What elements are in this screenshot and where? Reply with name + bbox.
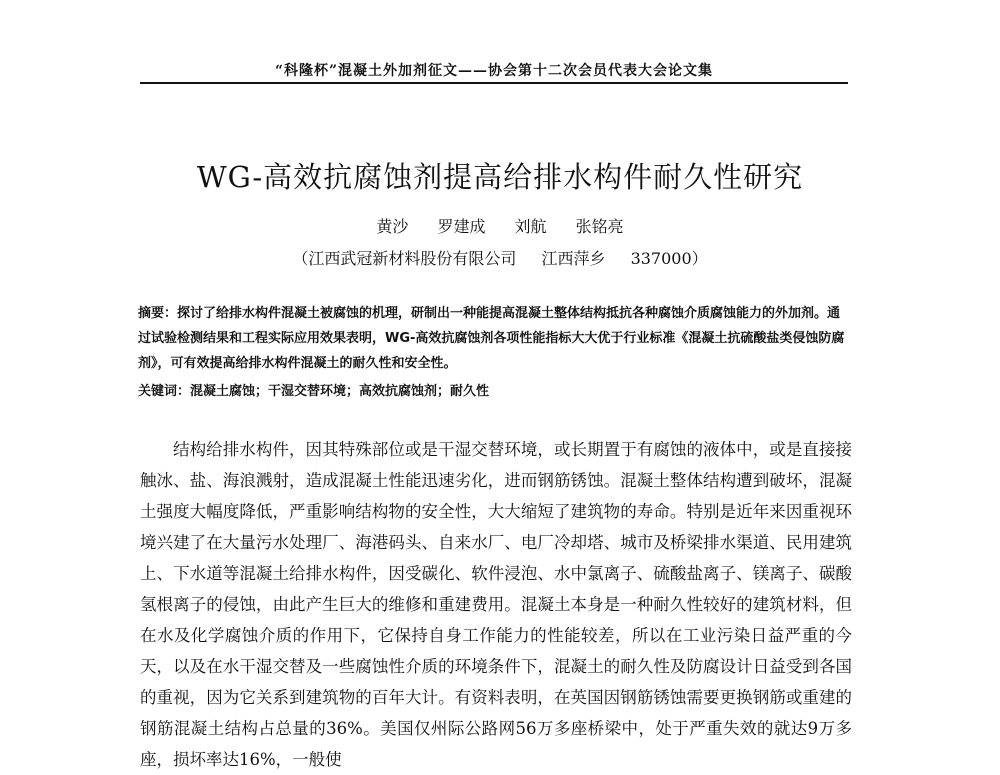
running-header: “科隆杯”混凝土外加剂征文——协会第十二次会员代表大会论文集 — [274, 63, 714, 79]
affiliation — [0, 246, 1000, 269]
body-text — [140, 434, 852, 775]
abstract-text: 探讨了给排水构件混凝土被腐蚀的机理，研制出一种能提高混凝土整体结构抵抗各种腐蚀介质腐蚀能力的外加剂。通过试验检测结果和工程实际应用效果表明，WG-高效抗腐蚀剂各项性能指标大大优于行业标准《混凝土抗硫酸盐类侵蚀防腐剂》，可有效提高给排水构件混凝土的耐久性和安全性。 — [138, 306, 845, 371]
affiliation-postcode: 337000） — [630, 249, 708, 268]
affiliation-company: （江西武冠新材料股份有限公司 — [292, 249, 517, 268]
author-list — [0, 214, 1000, 237]
paper-title: WG-高效抗腐蚀剂提高给排水构件耐久性研究 — [196, 160, 804, 195]
affiliation-place: 江西萍乡 — [541, 249, 606, 268]
keywords-label: 关键词： — [138, 384, 191, 399]
abstract — [138, 301, 850, 376]
author-name: 张铭亮 — [575, 217, 624, 236]
keywords — [138, 380, 850, 399]
body-paragraph: 结构给排水构件，因其特殊部位或是干湿交替环境，或长期置于有腐蚀的液体中，或是直接接触冰、盐、海浪溅射，造成混凝土性能迅速劣化，进而钢筋锈蚀。混凝土整体结构遭到破坏，混凝土强度大幅度降低，严重影响结构物的安全性，大大缩短了建筑物的寿命。特别是近年来因重视环境兴建了在大量污水处理厂、海港码头、自来水厂、电厂冷却塔、城市及桥梁排水渠道、民用建筑上、下水道等混凝土给排水构件，因受碳化、软件浸泡、水中氯离子、硫酸盐离子、镁离子、碳酸氢根离子的侵蚀，由此产生巨大的维修和重建费用。混凝土本身是一种耐久性较好的建筑材料，但在水及化学腐蚀介质的作用下，它保持自身工作能力的性能较差，所以在工业污染日益严重的今天，以及在水干湿交替及一些腐蚀性介质的环境条件下，混凝土的耐久性及防腐设计日益受到各国的重视，因为它关系到建筑物的百年大计。有资料表明，在英国因钢筋锈蚀需要更换钢筋或重建的钢筋混凝土结构占总量的36%。美国仅州际公路网56万多座桥梁中，处于严重失效的就达9万多座，损坏率达16%，一般使 — [140, 440, 852, 769]
keywords-text: 混凝土腐蚀；干湿交替环境；高效抗腐蚀剂；耐久性 — [190, 384, 490, 399]
author-name: 刘航 — [514, 217, 547, 236]
author-name: 黄沙 — [376, 217, 409, 236]
abstract-label: 摘要： — [138, 306, 178, 321]
author-name: 罗建成 — [437, 217, 486, 236]
header-rule — [140, 82, 848, 84]
